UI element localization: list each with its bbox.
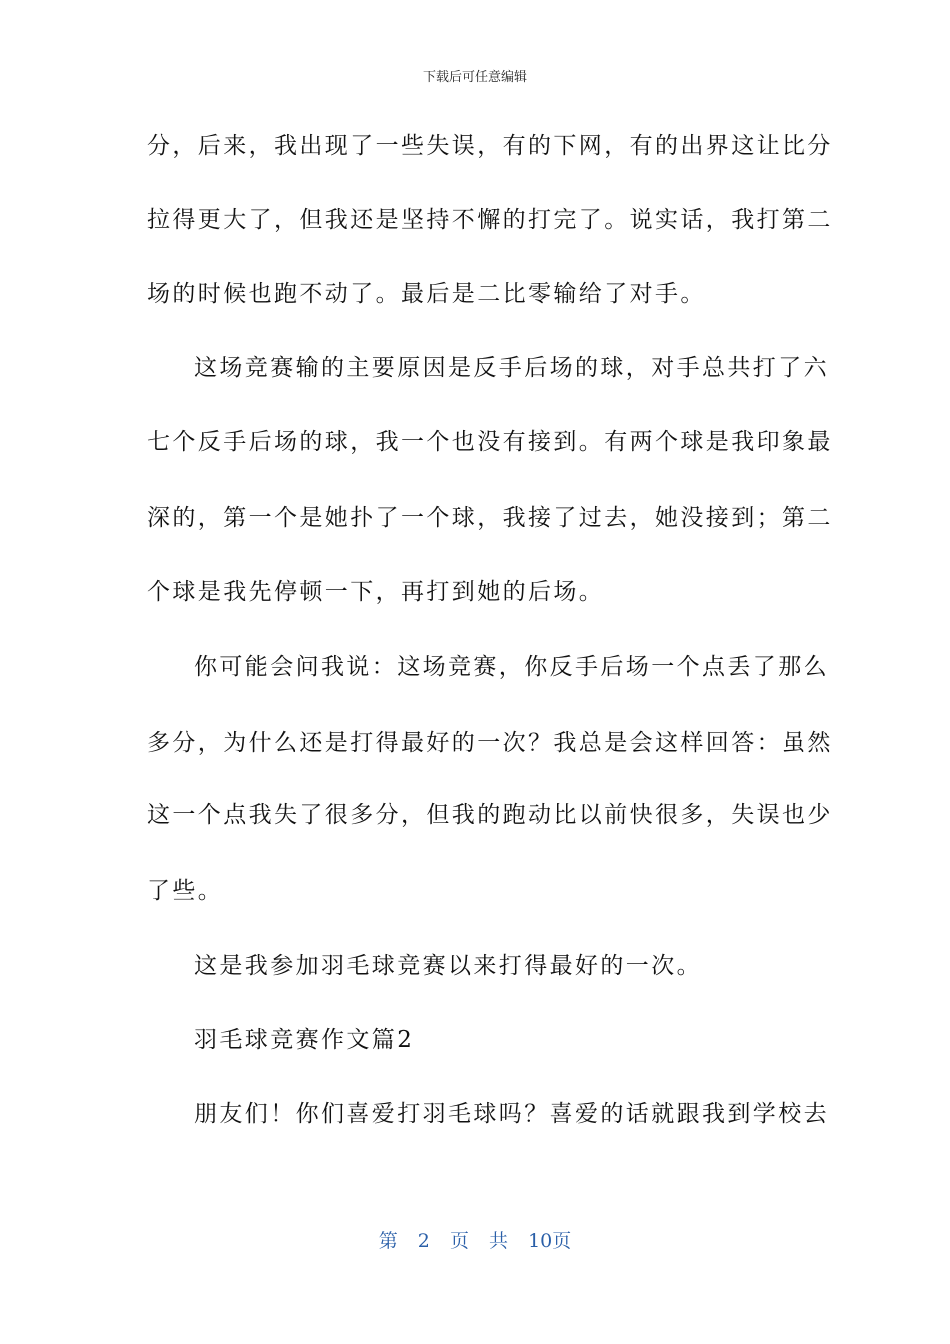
page-footer [0,1226,950,1253]
body-line: 个球是我先停顿一下，再打到她的后场。 [147,579,605,605]
paragraph-start-line: 这场竞赛输的主要原因是反手后场的球，对手总共打了六 [194,355,829,381]
footer-label-total: 共 [489,1230,509,1252]
footer-label-unit: 页 [449,1230,469,1252]
paragraph-start-line: 这是我参加羽毛球竞赛以来打得最好的一次。 [194,953,702,979]
paragraph-start-line: 你可能会问我说：这场竞赛，你反手后场一个点丢了那么 [194,654,829,680]
body-line: 多分，为什么还是打得最好的一次？我总是会这样回答：虽然 [147,730,833,756]
page-header-note: 下载后可任意编辑 [422,70,527,85]
body-line: 七个反手后场的球，我一个也没有接到。有两个球是我印象最 [147,429,833,455]
footer-total-pages: 10页 [528,1230,572,1252]
section-heading: 羽毛球竞赛作文篇2 [194,1027,415,1053]
body-line: 这一个点我失了很多分，但我的跑动比以前快很多，失误也少 [147,802,833,828]
body-line: 分，后来，我出现了一些失误，有的下网，有的出界这让比分 [147,133,833,159]
footer-current-page: 2 [417,1230,430,1252]
footer-label-page: 第 [378,1230,398,1252]
body-line: 深的，第一个是她扑了一个球，我接了过去，她没接到；第二 [147,505,833,531]
body-line: 拉得更大了，但我还是坚持不懈的打完了。说实话，我打第二 [147,207,833,233]
paragraph-start-line: 朋友们！你们喜爱打羽毛球吗？喜爱的话就跟我到学校去 [194,1101,829,1127]
body-line: 了些。 [147,878,224,904]
body-line: 场的时候也跑不动了。最后是二比零输给了对手。 [147,281,706,307]
